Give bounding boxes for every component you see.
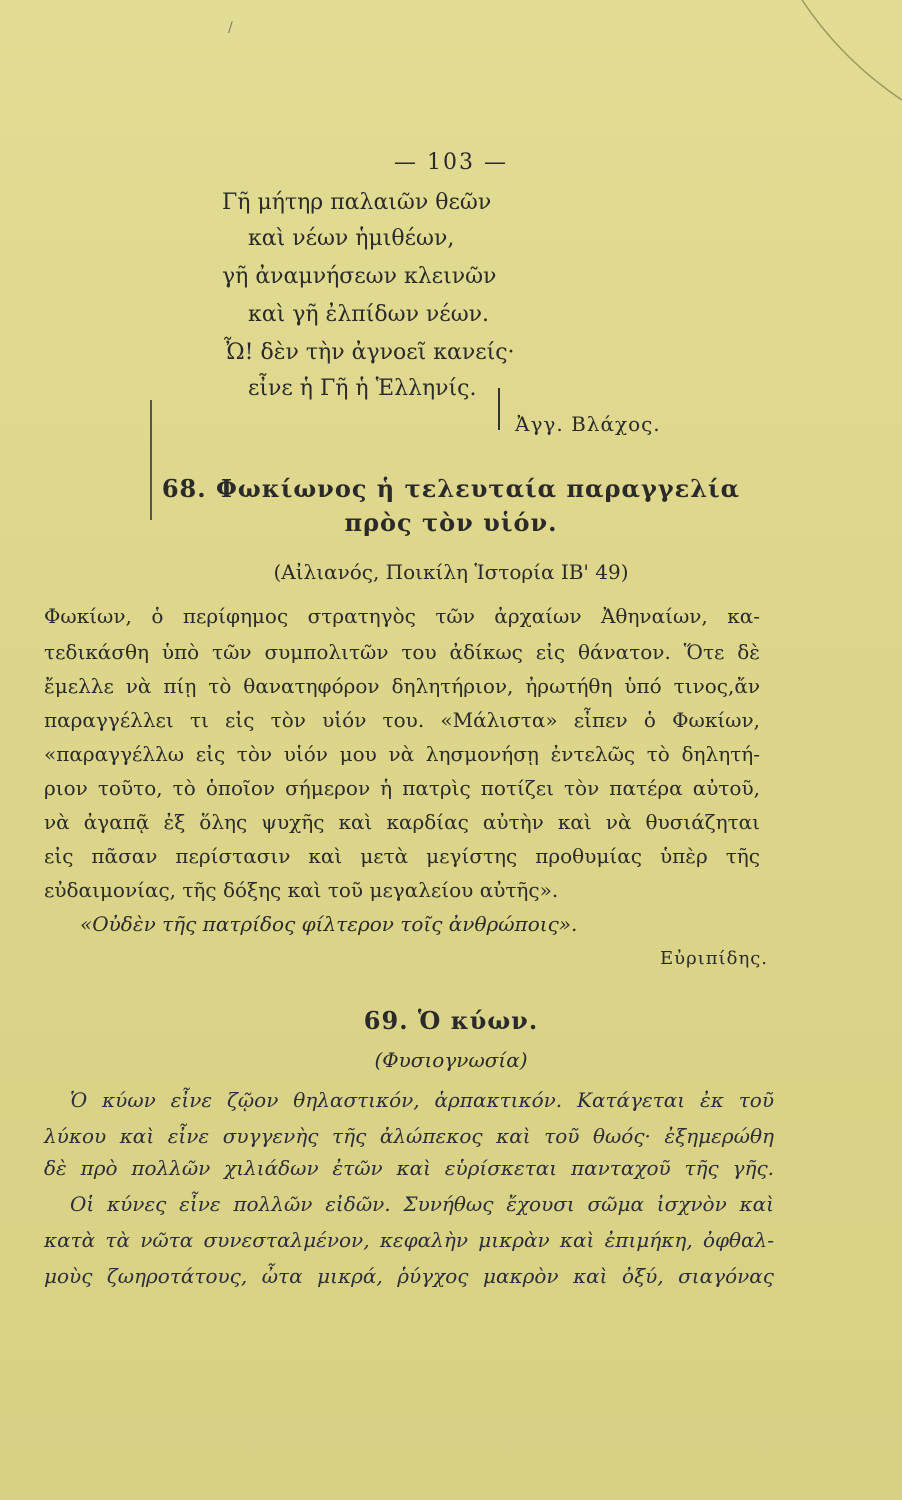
paragraph-line: νὰ ἀγαπᾷ ἐξ ὅλης ψυχῆς καὶ καρδίας αὐτὴν καὶ νὰ θυσιάζηται	[44, 810, 760, 834]
handwritten-line: κατὰ τὰ νῶτα συνεσταλμένον, κεφαλὴν μικρὰν καὶ ἐπιμήκη, ὀφθαλ-	[44, 1228, 774, 1252]
poem-line: καὶ νέων ἡμιθέων,	[248, 226, 455, 251]
poem-line: καὶ γῆ ἐλπίδων νέων.	[248, 302, 490, 327]
paragraph-line: εὐδαιμονίας, τῆς δόξης καὶ τοῦ μεγαλείου αὐτῆς».	[44, 878, 559, 902]
epigraph-quote: «Οὐδὲν τῆς πατρίδος φίλτερον τοῖς ἀνθρώποις».	[80, 912, 578, 936]
paragraph-line: παραγγέλλει τι εἰς τὸν υἱόν του. «Μάλιστα» εἶπεν ὁ Φωκίων,	[44, 708, 760, 732]
poem-line: εἶνε ἡ Γῆ ἡ Ἑλληνίς.	[248, 376, 477, 401]
poem-line: γῆ ἀναμνήσεων κλεινῶν	[222, 264, 497, 289]
section-source: (Αἰλιανός, Ποικίλη Ἱστορία ΙΒ' 49)	[273, 560, 629, 584]
handwritten-line: δὲ πρὸ πολλῶν χιλιάδων ἐτῶν καὶ εὑρίσκεται πανταχοῦ τῆς γῆς.	[44, 1156, 774, 1180]
paragraph-line: ἔμελλε νὰ πίῃ τὸ θανατηφόρον δηλητήριον, ἠρωτήθη ὑπό τινος,ἄν	[44, 674, 760, 698]
section-heading-continued: πρὸς τὸν υἱόν.	[344, 508, 558, 537]
handwritten-line: λύκου καὶ εἶνε συγγενὴς τῆς ἀλώπεκος καὶ τοῦ θωός· ἐξημερώθη	[44, 1124, 774, 1148]
paragraph-line: «παραγγέλλω εἰς τὸν υἱόν μου νὰ λησμονήσῃ ἐντελῶς τὸ δηλητή-	[44, 742, 760, 766]
poem-line: Ὦ! δὲν τὴν ἀγνοεῖ κανείς·	[224, 340, 515, 365]
page-number: — 103 —	[394, 150, 508, 175]
handwritten-line: Οἱ κύνες εἶνε πολλῶν εἰδῶν. Συνήθως ἔχουσι σῶμα ἰσχνὸν καὶ	[70, 1192, 774, 1216]
section-heading: 69. Ὁ κύων.	[363, 1006, 539, 1035]
poem-author: Ἀγγ. Βλάχος.	[515, 412, 661, 436]
handwritten-line: Ὁ κύων εἶνε ζῷον θηλαστικόν, ἁρπακτικόν. Κατάγεται ἐκ τοῦ	[70, 1088, 774, 1112]
page-corner-fold	[782, 0, 902, 120]
poem-line: Γῆ μήτηρ παλαιῶν θεῶν	[222, 190, 492, 215]
pencil-bracket-mark	[498, 388, 500, 430]
handwritten-line: μοὺς ζωηροτάτους, ὦτα μικρά, ῥύγχος μακρὸν καὶ ὀξύ, σιαγόνας	[44, 1264, 774, 1288]
paragraph-line: τεδικάσθη ὑπὸ τῶν συμπολιτῶν του ἀδίκως εἰς θάνατον. Ὅτε δὲ	[44, 640, 760, 664]
epigraph-author: Εὐριπίδης.	[660, 948, 769, 969]
paragraph-line: εἰς πᾶσαν περίστασιν καὶ μετὰ μεγίστης προθυμίας ὑπὲρ τῆς	[44, 844, 760, 868]
section-heading: 68. Φωκίωνος ἡ τελευταία παραγγελία	[161, 474, 741, 503]
pencil-mark: /	[228, 20, 233, 36]
paragraph-line: Φωκίων, ὁ περίφημος στρατηγὸς τῶν ἀρχαίων Ἀθηναίων, κα-	[44, 604, 760, 628]
section-source: (Φυσιογνωσία)	[374, 1048, 528, 1072]
paragraph-line: ριον τοῦτο, τὸ ὁποῖον σήμερον ἡ πατρὶς ποτίζει τὸν πατέρα αὐτοῦ,	[44, 776, 760, 800]
